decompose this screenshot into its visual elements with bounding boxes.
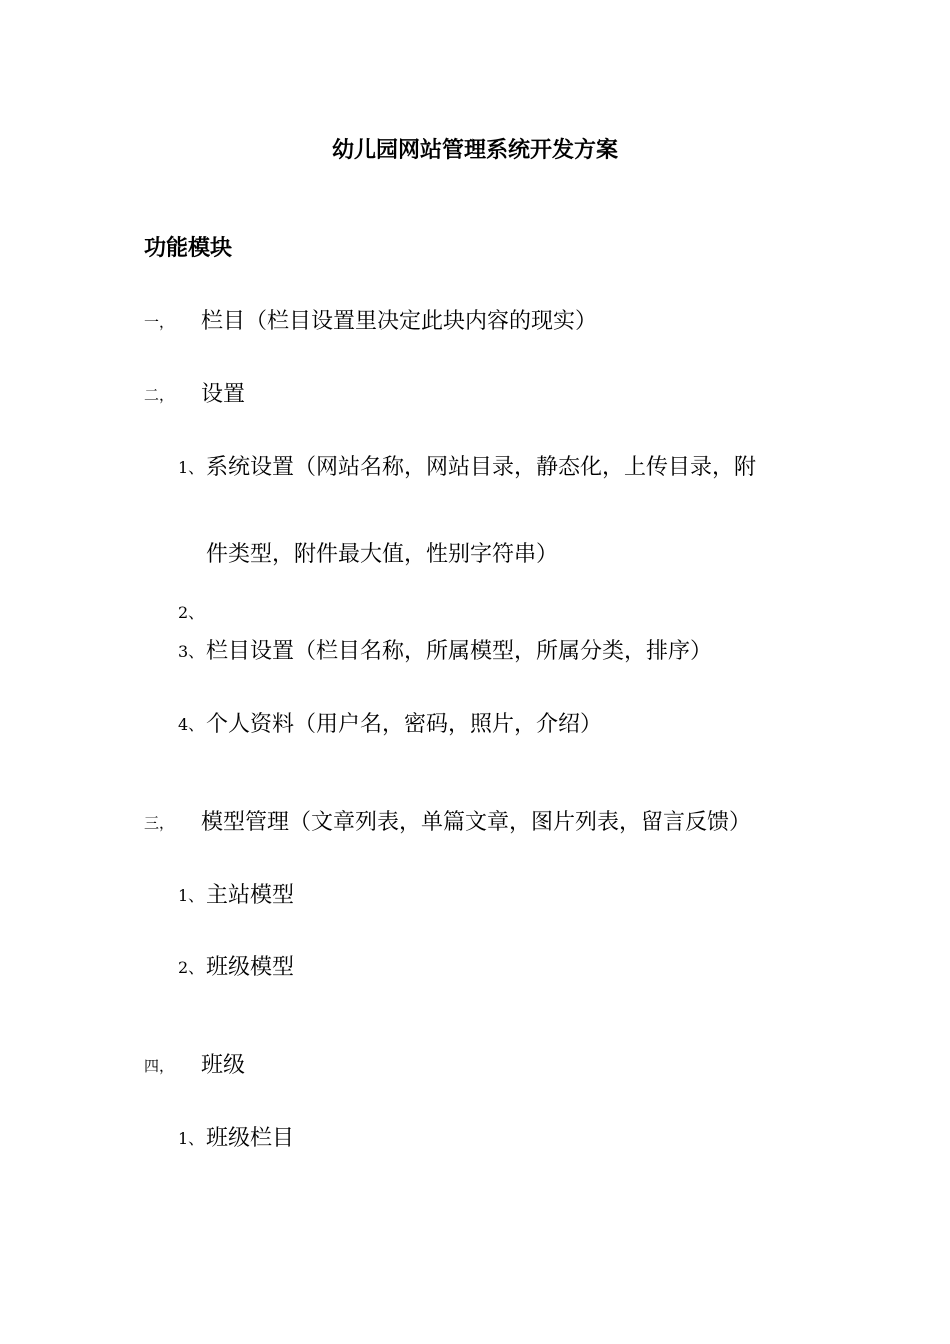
list-marker: 二， xyxy=(144,386,175,404)
list-item-text: 班级 xyxy=(201,1053,246,1078)
sub-list-item xyxy=(178,881,294,911)
sub-list-marker: 4、 xyxy=(178,715,205,734)
sub-list-item xyxy=(178,953,294,983)
sub-list-marker: 1、 xyxy=(178,1129,205,1148)
sub-list-item xyxy=(178,1124,294,1154)
list-item xyxy=(144,380,245,410)
sub-list-item-text: 个人资料（用户名，密码，照片，介绍） xyxy=(206,712,603,737)
document-title: 幼儿园网站管理系统开发方案 xyxy=(331,138,618,163)
list-item-text: 栏目（栏目设置里决定此块内容的现实） xyxy=(201,309,598,334)
sub-list-item xyxy=(178,637,712,667)
sub-list-item-text: 主站模型 xyxy=(206,883,295,908)
sub-list-marker: 2、 xyxy=(178,603,205,622)
sub-list-item-text: 系统设置（网站名称，网站目录，静态化，上传目录，附 xyxy=(206,455,757,480)
list-marker: 一， xyxy=(144,313,175,331)
sub-list-item-continuation: 件类型，附件最大值，性别字符串） xyxy=(206,542,559,567)
list-item-text: 设置 xyxy=(201,382,246,407)
sub-list-marker: 2、 xyxy=(178,958,205,977)
sub-list-item-text: 班级栏目 xyxy=(206,1126,295,1151)
sub-list-item xyxy=(178,710,602,740)
list-item xyxy=(144,808,751,838)
sub-list-item xyxy=(178,453,756,483)
list-item-text: 模型管理（文章列表，单篇文章，图片列表，留言反馈） xyxy=(201,810,752,835)
list-marker: 三， xyxy=(144,814,175,832)
section-heading: 功能模块 xyxy=(144,236,233,261)
sub-list-item-text: 栏目设置（栏目名称，所属模型，所属分类，排序） xyxy=(206,639,713,664)
list-marker: 四， xyxy=(144,1057,175,1075)
sub-list-item-text: 班级模型 xyxy=(206,955,295,980)
list-item xyxy=(144,1051,245,1081)
sub-list-marker: 1、 xyxy=(178,458,205,477)
list-item xyxy=(144,307,597,337)
sub-list-item xyxy=(178,598,206,628)
sub-list-marker: 1、 xyxy=(178,886,205,905)
sub-list-marker: 3、 xyxy=(178,642,205,661)
